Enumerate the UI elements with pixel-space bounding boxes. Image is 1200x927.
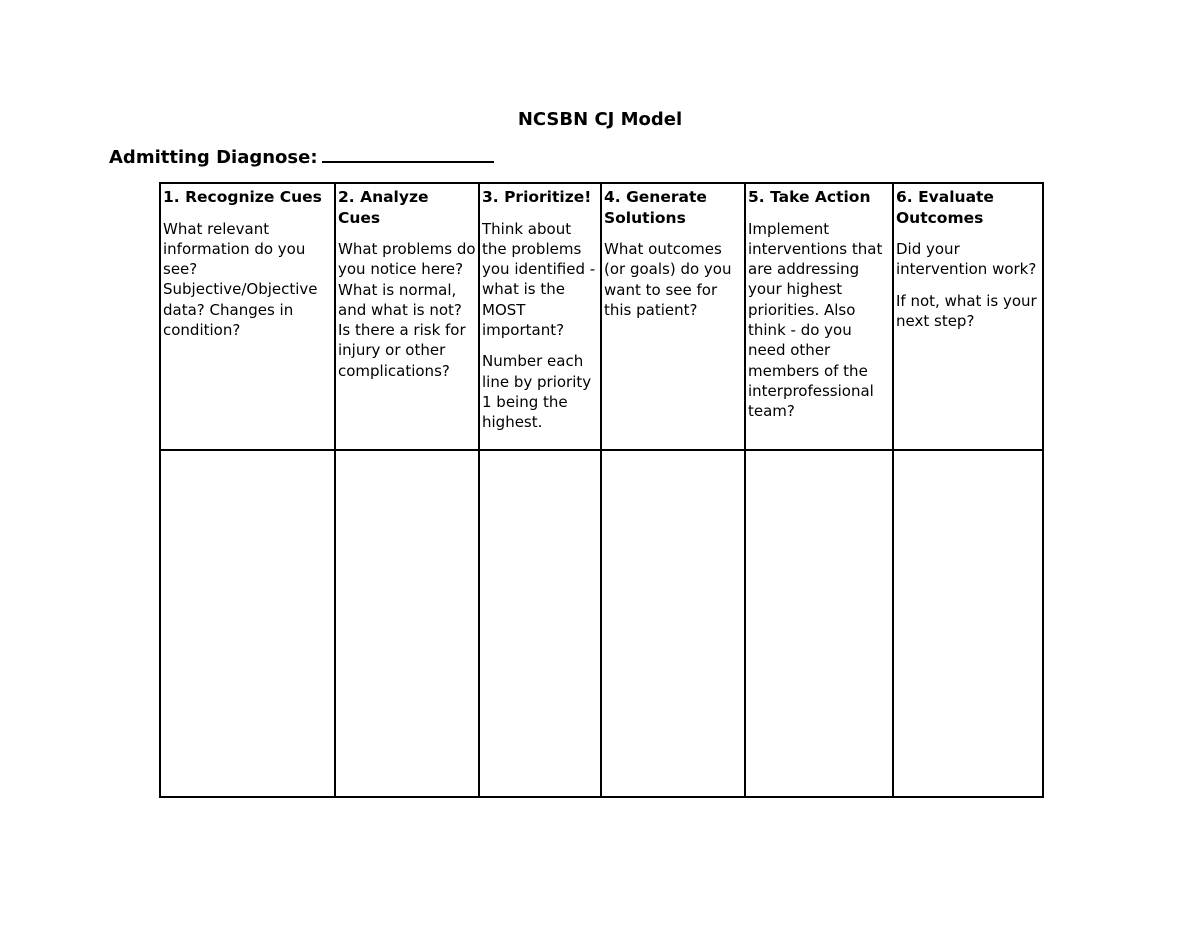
column-prompt: Implement interventions that are addressing your highest priorities. Also think - do you need other members of the interprofessional team? bbox=[748, 219, 883, 421]
admitting-diagnose-blank bbox=[322, 145, 494, 163]
column-prompt: Think about the problems you identified - what is the MOST important? bbox=[482, 219, 596, 339]
column-prompt: If not, what is your next step? bbox=[896, 291, 1037, 330]
column-prompt: What outcomes (or goals) do you want to see for this patient? bbox=[604, 240, 732, 319]
answer-cell-recognize-cues[interactable] bbox=[160, 450, 335, 797]
column-heading: 2. Analyze Cues bbox=[338, 188, 429, 227]
column-heading: 5. Take Action bbox=[748, 188, 871, 206]
column-prompt: What relevant information do you see? Subjective/Objective data? Changes in condition? bbox=[163, 219, 318, 339]
answer-cell-generate-solutions[interactable] bbox=[601, 450, 745, 797]
column-analyze-cues bbox=[335, 183, 479, 450]
answer-cell-analyze-cues[interactable] bbox=[335, 450, 479, 797]
admitting-diagnose-line bbox=[109, 145, 494, 169]
column-prompt: Number each line by priority 1 being the highest. bbox=[482, 352, 592, 432]
column-heading: 6. Evaluate Outcomes bbox=[896, 188, 994, 227]
column-evaluate-outcomes bbox=[893, 183, 1043, 450]
table-header-row bbox=[160, 183, 1043, 450]
column-prompt: Did your intervention work? bbox=[896, 240, 1037, 279]
column-prioritize bbox=[479, 183, 601, 450]
column-heading: 1. Recognize Cues bbox=[163, 188, 322, 206]
answer-cell-prioritize[interactable] bbox=[479, 450, 601, 797]
column-generate-solutions bbox=[601, 183, 745, 450]
page-title: NCSBN CJ Model bbox=[517, 109, 683, 130]
table-answer-row bbox=[160, 450, 1043, 797]
admitting-diagnose-label: Admitting Diagnose: bbox=[109, 147, 318, 168]
column-heading: 4. Generate Solutions bbox=[604, 188, 707, 227]
column-prompt: What problems do you notice here? What is normal, and what is not? Is there a risk for injury or other complications? bbox=[338, 240, 476, 380]
answer-cell-evaluate-outcomes[interactable] bbox=[893, 450, 1043, 797]
cj-model-table bbox=[159, 182, 1044, 798]
answer-cell-take-action[interactable] bbox=[745, 450, 893, 797]
column-heading: 3. Prioritize! bbox=[482, 188, 592, 206]
column-recognize-cues bbox=[160, 183, 335, 450]
column-take-action bbox=[745, 183, 893, 450]
